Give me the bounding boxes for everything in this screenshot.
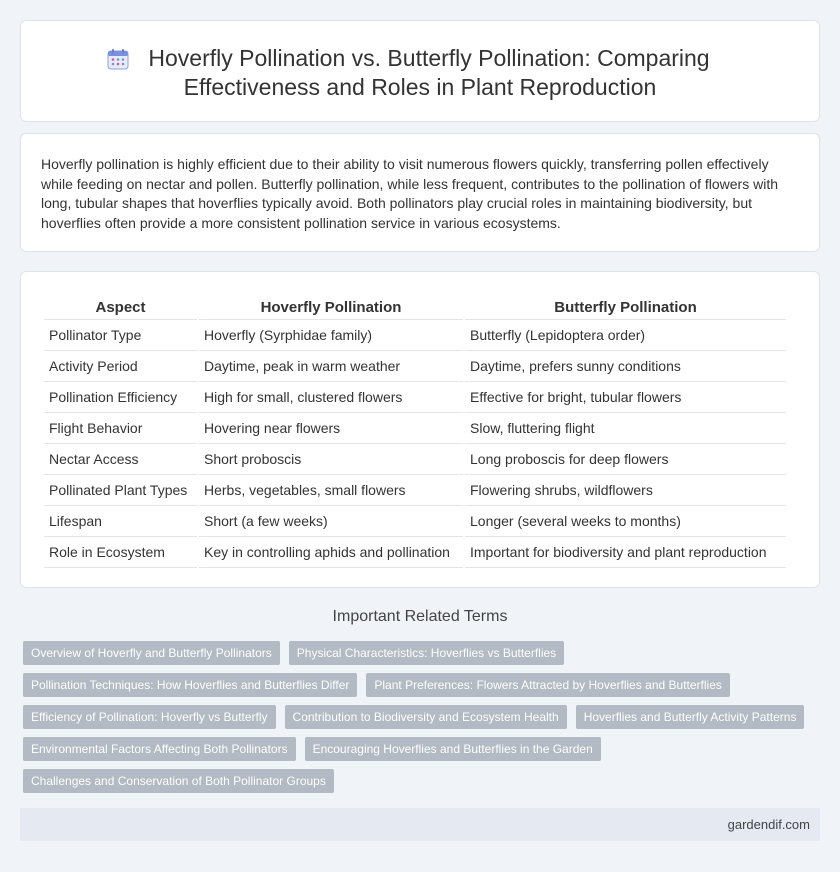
table-cell: Pollinated Plant Types	[44, 475, 197, 506]
table-cell: Flight Behavior	[44, 413, 197, 444]
table-cell: Activity Period	[44, 351, 197, 382]
comparison-table-card	[20, 271, 820, 588]
page-title	[21, 44, 819, 102]
comparison-table	[42, 295, 788, 568]
table-cell: Herbs, vegetables, small flowers	[199, 475, 463, 506]
related-terms-row	[23, 673, 823, 697]
related-terms-row	[23, 769, 823, 793]
table-row	[44, 537, 786, 568]
table-cell: Short (a few weeks)	[199, 506, 463, 537]
table-cell: Nectar Access	[44, 444, 197, 475]
related-term-tag[interactable]: Pollination Techniques: How Hoverflies and Butterflies Differ	[23, 673, 357, 697]
related-terms-list	[23, 641, 823, 801]
table-cell: Flowering shrubs, wildflowers	[465, 475, 786, 506]
related-term-tag[interactable]: Physical Characteristics: Hoverflies vs Butterflies	[289, 641, 564, 665]
related-term-tag[interactable]: Encouraging Hoverflies and Butterflies in the Garden	[305, 737, 601, 761]
table-cell: Short proboscis	[199, 444, 463, 475]
table-cell: Long proboscis for deep flowers	[465, 444, 786, 475]
page-title-line-1: Hoverfly Pollination vs. Butterfly Pollination: Comparing	[148, 45, 710, 71]
table-cell: Pollination Efficiency	[44, 382, 197, 413]
related-term-tag[interactable]: Efficiency of Pollination: Hoverfly vs Butterfly	[23, 705, 276, 729]
table-cell: Important for biodiversity and plant reproduction	[465, 537, 786, 568]
related-terms-row	[23, 641, 823, 665]
table-cell: Key in controlling aphids and pollination	[199, 537, 463, 568]
summary-text: Hoverfly pollination is highly efficient due to their ability to visit numerous flowers quickly, transferring pollen effectively while feeding on nectar and pollen. Butterfly pollination, while less frequent, contributes to the pollination of flowers with long, tubular shapes that hoverflies typically avoid. Both pollinators play crucial roles in maintaining biodiversity, but hoverflies often provide a more consistent pollination service in various ecosystems.	[41, 156, 778, 231]
related-term-tag[interactable]: Contribution to Biodiversity and Ecosystem Health	[285, 705, 567, 729]
table-cell: Butterfly (Lepidoptera order)	[465, 320, 786, 351]
table-header-row	[44, 295, 786, 320]
related-term-tag[interactable]: Plant Preferences: Flowers Attracted by Hoverflies and Butterflies	[366, 673, 730, 697]
table-row	[44, 382, 786, 413]
related-terms-row	[23, 737, 823, 761]
table-cell: Pollinator Type	[44, 320, 197, 351]
related-term-tag[interactable]: Hoverflies and Butterfly Activity Patterns	[576, 705, 805, 729]
related-term-tag[interactable]: Environmental Factors Affecting Both Pollinators	[23, 737, 296, 761]
related-term-tag[interactable]: Challenges and Conservation of Both Pollinator Groups	[23, 769, 334, 793]
footer-site[interactable]: gardendif.com	[727, 817, 810, 832]
column-header-hoverfly: Hoverfly Pollination	[199, 295, 463, 320]
table-cell: Effective for bright, tubular flowers	[465, 382, 786, 413]
column-header-aspect: Aspect	[44, 295, 197, 320]
table-cell: Slow, fluttering flight	[465, 413, 786, 444]
table-row	[44, 475, 786, 506]
table-cell: Role in Ecosystem	[44, 537, 197, 568]
table-row	[44, 351, 786, 382]
footer	[20, 808, 820, 841]
column-header-butterfly: Butterfly Pollination	[465, 295, 786, 320]
table-cell: Hovering near flowers	[199, 413, 463, 444]
table-row	[44, 506, 786, 537]
title-card	[20, 20, 820, 122]
related-term-tag[interactable]: Overview of Hoverfly and Butterfly Pollinators	[23, 641, 280, 665]
table-row	[44, 320, 786, 351]
related-terms-heading: Important Related Terms	[332, 608, 508, 625]
table-row	[44, 444, 786, 475]
summary-card	[20, 133, 820, 252]
table-cell: Daytime, peak in warm weather	[199, 351, 463, 382]
table-cell: Longer (several weeks to months)	[465, 506, 786, 537]
page-title-line-2: Effectiveness and Roles in Plant Reproduction	[183, 74, 657, 100]
table-cell: Daytime, prefers sunny conditions	[465, 351, 786, 382]
table-row	[44, 413, 786, 444]
table-cell: High for small, clustered flowers	[199, 382, 463, 413]
table-cell: Lifespan	[44, 506, 197, 537]
related-terms-row	[23, 705, 823, 729]
table-cell: Hoverfly (Syrphidae family)	[199, 320, 463, 351]
